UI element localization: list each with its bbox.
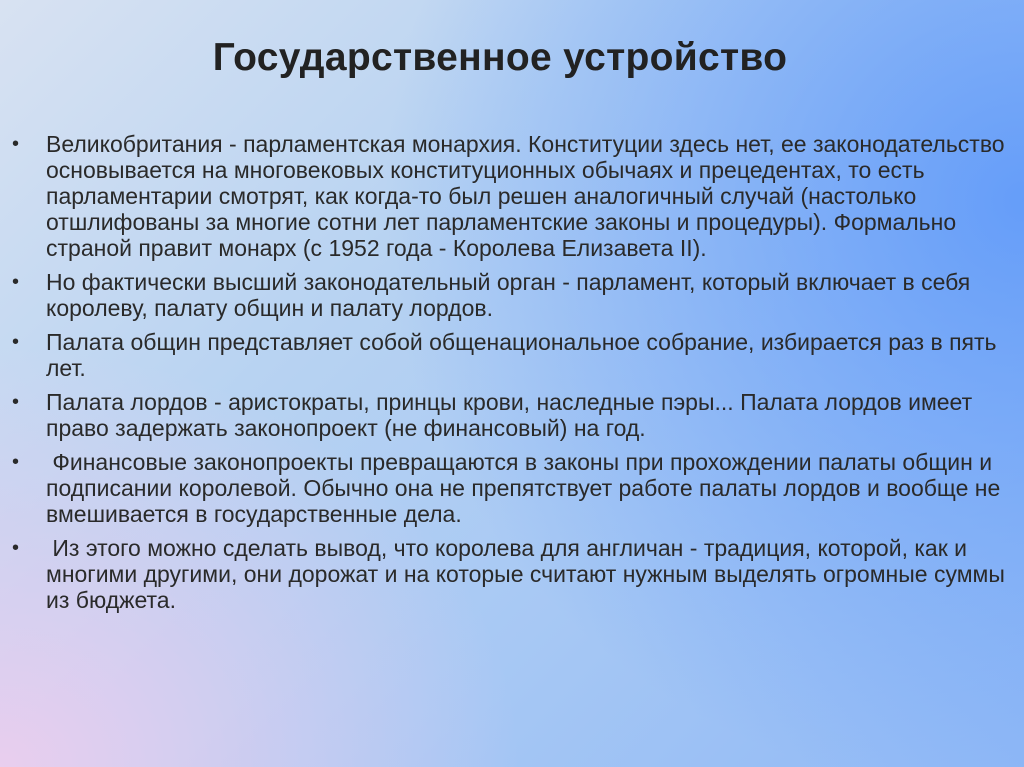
slide-title: Государственное устройство	[212, 36, 788, 79]
bullet-point-icon: •	[12, 451, 20, 473]
bullet-item	[12, 269, 1012, 321]
bullet-text: Финансовые законопроекты превращаются в законы при прохождении палаты общин и подписании королевой. Обычно она не препятствует работе палаты лордов и вообще не вмешивается в государственные дела.	[46, 449, 1007, 527]
bullet-item	[12, 131, 1012, 261]
bullet-text: Палата общин представляет собой общенациональное собрание, избирается раз в пять лет.	[46, 329, 997, 381]
bullet-point-icon: •	[12, 391, 20, 413]
bullet-point-icon: •	[12, 537, 20, 559]
bullet-list	[12, 131, 1012, 621]
bullet-item	[12, 535, 1012, 613]
bullet-point-icon: •	[12, 133, 20, 155]
bullet-item	[12, 389, 1012, 441]
bullet-text: Великобритания - парламентская монархия. Конституции здесь нет, ее законодательство основывается на многовековых конституционных обычаях и прецедентах, то есть парламентарии смотрят, как когда-то был решен аналогичный случай (настолько отшлифованы за многие сотни лет парламентские законы и процедуры). Формально страной правит монарх (с 1952 года - Королева Елизавета II).	[46, 131, 1005, 261]
bullet-point-icon: •	[12, 271, 20, 293]
bullet-point-icon: •	[12, 331, 20, 353]
bullet-item	[12, 329, 1012, 381]
bullet-text: Но фактически высший законодательный орган - парламент, который включает в себя королеву, палату общин и палату лордов.	[46, 269, 971, 321]
bullet-text: Палата лордов - аристократы, принцы крови, наследные пэры... Палата лордов имеет право задержать законопроект (не финансовый) на год.	[46, 389, 973, 441]
bullet-item	[12, 449, 1012, 527]
bullet-text: Из этого можно сделать вывод, что королева для англичан - традиция, которой, как и многими другими, они дорожат и на которые считают нужным выделять огромные суммы из бюджета.	[46, 535, 1012, 613]
